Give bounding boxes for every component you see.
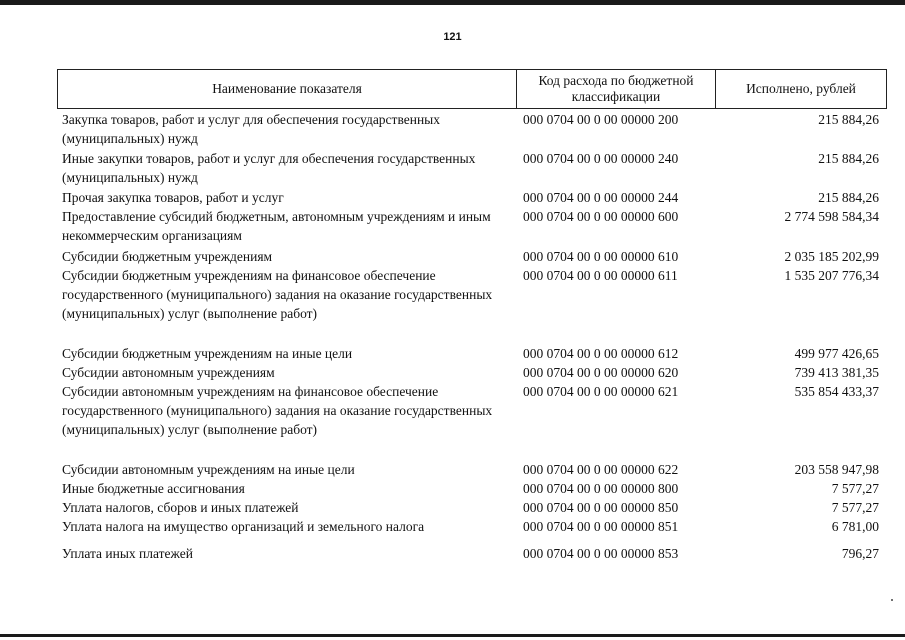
row-value: 499 977 426,65 xyxy=(794,346,879,361)
row-code: 000 0704 00 0 00 00000 622 xyxy=(523,462,679,477)
row-code: 000 0704 00 0 00 00000 610 xyxy=(523,249,679,264)
row-code: 000 0704 00 0 00 00000 611 xyxy=(523,268,678,283)
row-code: 000 0704 00 0 00 00000 621 xyxy=(523,384,679,399)
row-name: Иные закупки товаров, работ и услуг для обеспечения государственных (муниципальных) нужд xyxy=(62,151,476,185)
row-value: 739 413 381,35 xyxy=(794,365,879,380)
row-name: Прочая закупка товаров, работ и услуг xyxy=(62,190,284,205)
row-value: 203 558 947,98 xyxy=(794,462,879,477)
row-code: 000 0704 00 0 00 00000 244 xyxy=(523,190,679,205)
row-value: 796,27 xyxy=(841,546,879,561)
scan-speck xyxy=(891,599,893,601)
row-code: 000 0704 00 0 00 00000 200 xyxy=(523,112,679,127)
row-value: 215 884,26 xyxy=(818,190,879,205)
row-value: 1 535 207 776,34 xyxy=(784,268,879,283)
row-value: 215 884,26 xyxy=(818,112,879,127)
column-header-value: Исполнено, рублей xyxy=(746,81,856,96)
row-value: 215 884,26 xyxy=(818,151,879,166)
row-value: 6 781,00 xyxy=(831,519,879,534)
row-code: 000 0704 00 0 00 00000 800 xyxy=(523,481,679,496)
row-name: Субсидии автономным учреждениям xyxy=(62,365,275,380)
row-code: 000 0704 00 0 00 00000 851 xyxy=(523,519,679,534)
row-name: Предоставление субсидий бюджетным, автономным учреждениям и иным некоммерческим организациям xyxy=(62,209,491,243)
row-name: Закупка товаров, работ и услуг для обеспечения государственных (муниципальных) нужд xyxy=(62,112,441,146)
row-name: Субсидии бюджетным учреждениям на иные цели xyxy=(62,346,353,361)
row-value: 7 577,27 xyxy=(831,500,879,515)
row-name: Уплата иных платежей xyxy=(62,546,193,561)
row-code: 000 0704 00 0 00 00000 600 xyxy=(523,209,679,224)
row-value: 2 035 185 202,99 xyxy=(784,249,879,264)
bottom-border-rule xyxy=(0,634,905,637)
row-name: Иные бюджетные ассигнования xyxy=(62,481,245,496)
row-value: 535 854 433,37 xyxy=(794,384,879,399)
row-name: Уплата налога на имущество организаций и земельного налога xyxy=(62,519,425,534)
row-code: 000 0704 00 0 00 00000 853 xyxy=(523,546,679,561)
column-header-name: Наименование показателя xyxy=(58,70,517,108)
row-name: Субсидии автономным учреждениям на финансовое обеспечение государственного (муниципального) задания на оказание государственных (муниципальных) услуг (выполнение работ) xyxy=(62,384,493,437)
row-name: Субсидии автономным учреждениям на иные цели xyxy=(62,462,355,477)
row-name: Субсидии бюджетным учреждениям xyxy=(62,249,273,264)
row-code: 000 0704 00 0 00 00000 612 xyxy=(523,346,679,361)
row-name: Субсидии бюджетным учреждениям на финансовое обеспечение государственного (муниципального) задания на оказание государственных (муниципальных) услуг (выполнение работ) xyxy=(62,268,493,321)
page-number: 121 xyxy=(443,31,462,43)
row-value: 7 577,27 xyxy=(831,481,879,496)
table-header xyxy=(57,69,887,109)
row-code: 000 0704 00 0 00 00000 620 xyxy=(523,365,679,380)
row-code: 000 0704 00 0 00 00000 240 xyxy=(523,151,679,166)
row-code: 000 0704 00 0 00 00000 850 xyxy=(523,500,679,515)
row-value: 2 774 598 584,34 xyxy=(784,209,879,224)
top-border-rule xyxy=(0,0,905,5)
column-header-code: Код расхода по бюджетной классификации xyxy=(517,70,716,108)
row-name: Уплата налогов, сборов и иных платежей xyxy=(62,500,299,515)
